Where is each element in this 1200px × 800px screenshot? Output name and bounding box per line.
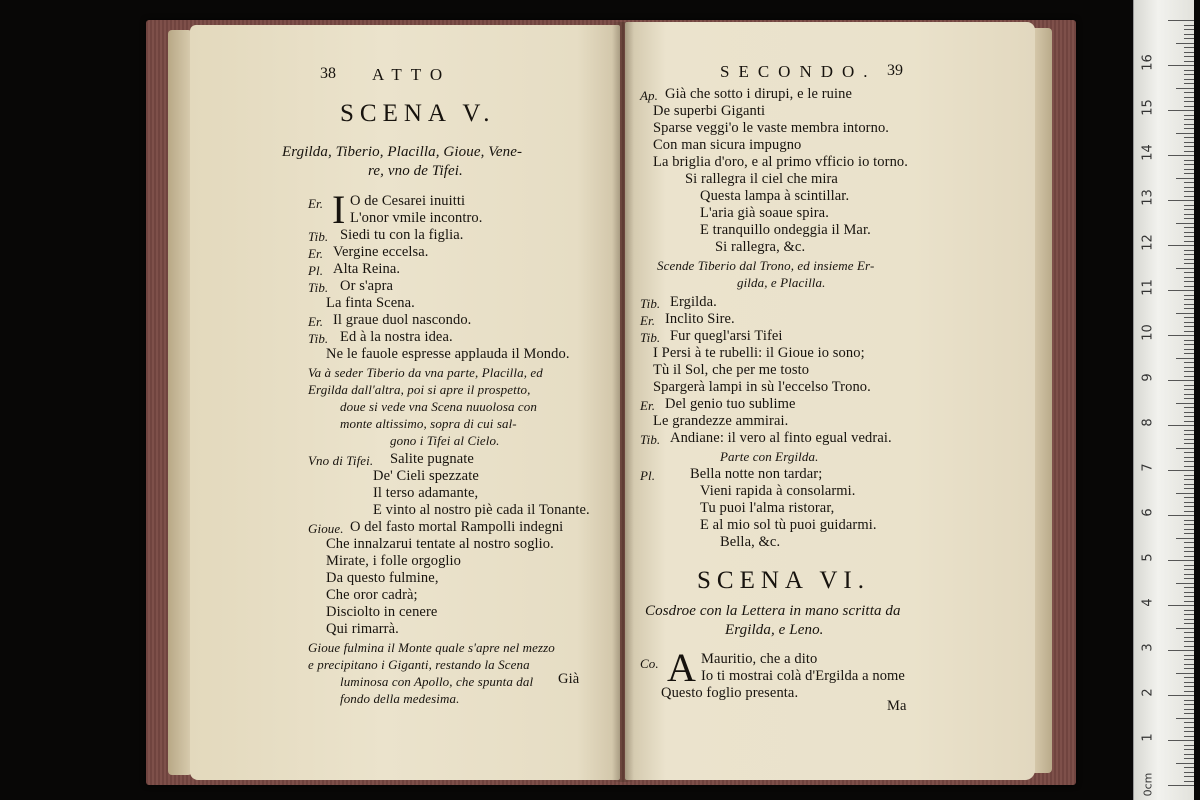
ruler-tick xyxy=(1184,430,1194,431)
speaker-label: Pl. xyxy=(640,468,656,483)
ruler-tick xyxy=(1184,254,1194,255)
stage-direction-line: fondo della medesima. xyxy=(340,691,460,706)
ruler-tick xyxy=(1184,592,1194,593)
verse-line: Si rallegra il ciel che mira xyxy=(685,171,838,187)
ruler-tick xyxy=(1184,502,1194,503)
ruler-tick xyxy=(1184,349,1194,350)
ruler-tick xyxy=(1184,272,1194,273)
ruler-tick xyxy=(1184,389,1194,390)
ruler-tick xyxy=(1184,232,1194,233)
stage-direction-line: Va à seder Tiberio da vna parte, Placilla, ed xyxy=(308,365,543,380)
ruler-tick xyxy=(1176,223,1194,224)
ruler-tick xyxy=(1184,164,1194,165)
ruler-label: 16 xyxy=(1140,54,1156,71)
verse-line: Il graue duol nascondo. xyxy=(333,312,472,328)
ruler-tick xyxy=(1184,227,1194,228)
verse-line: Ne le fauole espresse applauda il Mondo. xyxy=(326,346,570,362)
ruler-tick xyxy=(1184,52,1194,53)
verse-line: Questa lampa à scintillar. xyxy=(700,188,850,204)
verse-line: Il terso adamante, xyxy=(373,485,479,501)
ruler-tick xyxy=(1184,61,1194,62)
verse-line: Disciolto in cenere xyxy=(326,604,438,620)
ruler-tick xyxy=(1184,542,1194,543)
ruler-label: 12 xyxy=(1140,234,1156,251)
ruler-tick xyxy=(1184,434,1194,435)
ruler-tick xyxy=(1184,142,1194,143)
ruler-tick xyxy=(1184,151,1194,152)
ruler-label: 4 xyxy=(1140,598,1156,607)
speaker-label: Er. xyxy=(308,246,324,261)
ruler-tick xyxy=(1176,718,1194,719)
ruler-tick xyxy=(1184,461,1194,462)
ruler-tick xyxy=(1184,236,1194,237)
ruler-tick xyxy=(1184,317,1194,318)
ruler-label: 9 xyxy=(1140,373,1156,382)
stage-direction-line: monte altissimo, sopra di cui sal- xyxy=(340,416,517,431)
ruler-tick xyxy=(1176,763,1194,764)
ruler-label: 13 xyxy=(1140,189,1156,206)
ruler-tick xyxy=(1184,74,1194,75)
verse-line: Qui rimarrà. xyxy=(326,621,399,637)
verse-line: Salite pugnate xyxy=(390,451,474,467)
verse-line: L'aria già soaue spira. xyxy=(700,205,829,221)
ruler-tick xyxy=(1184,34,1194,35)
ruler-tick xyxy=(1168,335,1194,336)
ruler-tick xyxy=(1184,547,1194,548)
ruler-tick xyxy=(1176,88,1194,89)
ruler-tick xyxy=(1168,785,1194,786)
ruler-tick xyxy=(1168,200,1194,201)
verse-line: Bella, &c. xyxy=(720,534,781,550)
ruler-tick xyxy=(1168,65,1194,66)
drop-capital: A xyxy=(667,645,696,690)
ruler-tick xyxy=(1176,178,1194,179)
ruler-tick xyxy=(1168,155,1194,156)
verse-line: Fur quegl'arsi Tifei xyxy=(670,328,783,344)
verse-line: Tu puoi l'alma ristorar, xyxy=(700,500,835,516)
right-page xyxy=(625,22,1035,780)
stage-direction-line: Parte con Ergilda. xyxy=(720,449,819,464)
verse-line: Or s'apra xyxy=(340,278,394,294)
ruler-tick xyxy=(1184,754,1194,755)
speaker-label: Tib. xyxy=(308,280,329,295)
ruler-tick xyxy=(1184,214,1194,215)
ruler-tick xyxy=(1184,452,1194,453)
ruler-tick xyxy=(1184,691,1194,692)
ruler-label: 1 xyxy=(1140,733,1156,742)
ruler-tick xyxy=(1176,133,1194,134)
character-list-line: re, vno de Tifei. xyxy=(368,163,463,179)
verse-line: Mauritio, che a dito xyxy=(701,651,818,667)
ruler-tick xyxy=(1184,281,1194,282)
stage-direction-line: gono i Tifei al Cielo. xyxy=(390,433,500,448)
ruler-tick xyxy=(1176,538,1194,539)
ruler-label: 10 xyxy=(1140,324,1156,341)
ruler-tick xyxy=(1184,304,1194,305)
ruler-tick xyxy=(1184,709,1194,710)
verse-line: Che oror cadrà; xyxy=(326,587,418,603)
verse-line: E tranquillo ondeggia il Mar. xyxy=(700,222,871,238)
verse-line: Tù il Sol, che per me tosto xyxy=(653,362,810,378)
ruler-tick xyxy=(1184,529,1194,530)
ruler-tick xyxy=(1184,322,1194,323)
ruler-tick xyxy=(1184,56,1194,57)
ruler-tick xyxy=(1184,475,1194,476)
ruler-tick xyxy=(1184,484,1194,485)
ruler-tick xyxy=(1184,587,1194,588)
verse-line: La finta Scena. xyxy=(326,295,415,311)
stage-direction-line: e precipitano i Giganti, restando la Scena xyxy=(308,657,530,672)
ruler-tick xyxy=(1184,497,1194,498)
ruler-label: 11 xyxy=(1140,279,1156,296)
ruler-tick xyxy=(1184,776,1194,777)
ruler-tick xyxy=(1184,218,1194,219)
ruler-tick xyxy=(1184,295,1194,296)
ruler-tick xyxy=(1168,740,1194,741)
ruler-tick xyxy=(1184,191,1194,192)
ruler-tick xyxy=(1184,578,1194,579)
left-page xyxy=(190,25,620,780)
ruler-tick xyxy=(1184,326,1194,327)
speaker-label: Vno di Tifei. xyxy=(308,453,374,468)
speaker-label: Co. xyxy=(640,656,659,671)
ruler-tick xyxy=(1184,119,1194,120)
ruler-tick xyxy=(1184,479,1194,480)
speaker-label: Tib. xyxy=(308,331,329,346)
drop-capital: I xyxy=(332,187,346,232)
ruler-tick xyxy=(1184,610,1194,611)
ruler-tick xyxy=(1184,736,1194,737)
verse-line: Vergine eccelsa. xyxy=(333,244,429,260)
verse-line: De' Cieli spezzate xyxy=(373,468,479,484)
verse-line: Le grandezze ammirai. xyxy=(653,413,789,429)
verse-line: L'onor vmile incontro. xyxy=(350,210,483,226)
ruler-tick xyxy=(1184,115,1194,116)
verse-line: Del genio tuo sublime xyxy=(665,396,796,412)
verse-line: Vieni rapida à consolarmi. xyxy=(700,483,856,499)
ruler-tick xyxy=(1176,673,1194,674)
ruler-tick xyxy=(1184,641,1194,642)
ruler-tick xyxy=(1184,511,1194,512)
ruler-tick xyxy=(1176,448,1194,449)
ruler-tick xyxy=(1184,412,1194,413)
ruler-tick xyxy=(1168,290,1194,291)
verse-line: E al mio sol tù puoi guidarmi. xyxy=(700,517,877,533)
ruler-tick xyxy=(1184,277,1194,278)
ruler-tick xyxy=(1184,731,1194,732)
verse-line: Sparse veggi'o le vaste membra intorno. xyxy=(653,120,890,136)
ruler-tick xyxy=(1184,407,1194,408)
ruler-tick xyxy=(1176,358,1194,359)
verse-line: Con man sicura impugno xyxy=(653,137,802,153)
verse-line: Già che sotto i dirupi, e le ruine xyxy=(665,86,853,102)
verse-line: Si rallegra, &c. xyxy=(715,239,806,255)
verse-line: Andiane: il vero al finto egual vedrai. xyxy=(670,430,892,446)
ruler-tick xyxy=(1184,713,1194,714)
ruler-tick xyxy=(1168,470,1194,471)
verse-line: Bella notte non tardar; xyxy=(690,466,823,482)
ruler-tick xyxy=(1184,47,1194,48)
scene-title: SCENA V. xyxy=(340,100,496,127)
ruler-tick xyxy=(1184,124,1194,125)
catchword: Ma xyxy=(887,698,907,714)
ruler-tick xyxy=(1184,38,1194,39)
speaker-label: Tib. xyxy=(640,330,661,345)
verse-line: Inclito Sire. xyxy=(665,311,735,327)
ruler-label: 5 xyxy=(1140,553,1156,562)
ruler-tick xyxy=(1184,668,1194,669)
ruler-tick xyxy=(1184,97,1194,98)
ruler-tick xyxy=(1184,745,1194,746)
ruler-tick xyxy=(1184,160,1194,161)
ruler-tick xyxy=(1184,367,1194,368)
ruler-tick xyxy=(1184,722,1194,723)
ruler-tick xyxy=(1184,655,1194,656)
ruler-tick xyxy=(1184,659,1194,660)
ruler-label: 6 xyxy=(1140,508,1156,517)
ruler-tick xyxy=(1184,70,1194,71)
scene-title: SCENA VI. xyxy=(697,567,871,594)
measuring-ruler xyxy=(1133,0,1194,800)
ruler-label: 7 xyxy=(1140,463,1156,472)
verse-line: O del fasto mortal Rampolli indegni xyxy=(350,519,564,535)
ruler-tick xyxy=(1176,313,1194,314)
ruler-tick xyxy=(1184,376,1194,377)
ruler-tick xyxy=(1184,758,1194,759)
verse-line: Che innalzarui tentate al nostro soglio. xyxy=(326,536,554,552)
ruler-tick xyxy=(1184,263,1194,264)
ruler-tick xyxy=(1176,493,1194,494)
ruler-tick xyxy=(1184,106,1194,107)
ruler-tick xyxy=(1184,664,1194,665)
character-list-line: Cosdroe con la Lettera in mano scritta da xyxy=(645,603,901,619)
ruler-tick xyxy=(1184,767,1194,768)
ruler-tick xyxy=(1184,416,1194,417)
verse-line: De superbi Giganti xyxy=(653,103,766,119)
verse-line: Da questo fulmine, xyxy=(326,570,439,586)
ruler-tick xyxy=(1168,20,1194,21)
ruler-label: 8 xyxy=(1140,418,1156,427)
ruler-tick xyxy=(1168,380,1194,381)
ruler-tick xyxy=(1184,443,1194,444)
ruler-tick xyxy=(1184,619,1194,620)
ruler-tick xyxy=(1184,466,1194,467)
speaker-label: Tib. xyxy=(640,296,661,311)
stage-direction-line: gilda, e Placilla. xyxy=(737,275,826,290)
ruler-unit-label: 0cm xyxy=(1141,772,1155,797)
ruler-tick xyxy=(1184,241,1194,242)
ruler-tick xyxy=(1184,781,1194,782)
ruler-tick xyxy=(1184,173,1194,174)
ruler-tick xyxy=(1168,515,1194,516)
ruler-tick xyxy=(1184,506,1194,507)
speaker-label: Tib. xyxy=(308,229,329,244)
ruler-tick xyxy=(1168,560,1194,561)
page-number: 39 xyxy=(887,62,903,79)
ruler-tick xyxy=(1184,286,1194,287)
ruler-tick xyxy=(1184,259,1194,260)
ruler-label: 15 xyxy=(1140,99,1156,116)
ruler-tick xyxy=(1184,344,1194,345)
ruler-tick xyxy=(1184,520,1194,521)
ruler-tick xyxy=(1184,524,1194,525)
ruler-tick xyxy=(1184,250,1194,251)
ruler-tick xyxy=(1184,398,1194,399)
page-number: 38 xyxy=(320,65,336,82)
ruler-tick xyxy=(1184,457,1194,458)
ruler-tick xyxy=(1184,371,1194,372)
verse-line: Siedi tu con la figlia. xyxy=(340,227,464,243)
running-head: ATTO xyxy=(372,65,452,84)
ruler-tick xyxy=(1176,583,1194,584)
stage-direction-line: Scende Tiberio dal Trono, ed insieme Er- xyxy=(657,258,875,273)
speaker-label: Tib. xyxy=(640,432,661,447)
ruler-tick xyxy=(1184,700,1194,701)
ruler-tick xyxy=(1168,245,1194,246)
verse-line: E vinto al nostro piè cada il Tonante. xyxy=(373,502,590,518)
ruler-tick xyxy=(1168,695,1194,696)
ruler-tick xyxy=(1184,727,1194,728)
ruler-tick xyxy=(1184,686,1194,687)
ruler-tick xyxy=(1168,425,1194,426)
ruler-label: 14 xyxy=(1140,144,1156,161)
verse-line: Ergilda. xyxy=(670,294,717,310)
verse-line: O de Cesarei inuitti xyxy=(350,193,466,209)
verse-line: La briglia d'oro, e al primo vfficio io torno. xyxy=(653,154,908,170)
ruler-tick xyxy=(1184,137,1194,138)
ruler-tick xyxy=(1184,128,1194,129)
ruler-tick xyxy=(1184,187,1194,188)
left-page-edges xyxy=(168,30,192,775)
ruler-tick xyxy=(1184,596,1194,597)
running-head: SECONDO. xyxy=(720,62,877,81)
ruler-tick xyxy=(1184,205,1194,206)
speaker-label: Er. xyxy=(640,398,656,413)
character-list-line: Ergilda, e Leno. xyxy=(725,622,824,638)
verse-line: Io ti mostrai colà d'Ergilda a nome xyxy=(701,668,905,684)
ruler-tick xyxy=(1184,83,1194,84)
speaker-label: Er. xyxy=(308,196,324,211)
verse-line: I Persi à te rubelli: il Gioue io sono; xyxy=(653,345,865,361)
ruler-tick xyxy=(1176,43,1194,44)
ruler-tick xyxy=(1184,353,1194,354)
verse-line: Ed à la nostra idea. xyxy=(340,329,453,345)
verse-line: Alta Reina. xyxy=(333,261,401,277)
ruler-tick xyxy=(1184,551,1194,552)
speaker-label: Ap. xyxy=(640,88,658,103)
stage-direction-line: Ergilda dall'altra, poi si apre il prospetto, xyxy=(308,382,531,397)
ruler-tick xyxy=(1184,362,1194,363)
ruler-tick xyxy=(1184,331,1194,332)
ruler-tick xyxy=(1184,749,1194,750)
ruler-tick xyxy=(1184,299,1194,300)
ruler-tick xyxy=(1184,614,1194,615)
ruler-tick xyxy=(1184,182,1194,183)
ruler-tick xyxy=(1184,101,1194,102)
ruler-tick xyxy=(1168,110,1194,111)
ruler-tick xyxy=(1176,628,1194,629)
speaker-label: Gioue. xyxy=(308,521,344,536)
speaker-label: Pl. xyxy=(308,263,324,278)
ruler-tick xyxy=(1184,439,1194,440)
ruler-tick xyxy=(1184,632,1194,633)
ruler-tick xyxy=(1184,704,1194,705)
ruler-tick xyxy=(1184,637,1194,638)
ruler-tick xyxy=(1184,79,1194,80)
ruler-label: 3 xyxy=(1140,643,1156,652)
ruler-tick xyxy=(1184,682,1194,683)
ruler-label: 2 xyxy=(1140,688,1156,697)
ruler-tick xyxy=(1184,169,1194,170)
ruler-tick xyxy=(1184,646,1194,647)
ruler-tick xyxy=(1184,556,1194,557)
ruler-tick xyxy=(1184,533,1194,534)
ruler-tick xyxy=(1184,569,1194,570)
stage-direction-line: Gioue fulmina il Monte quale s'apre nel mezzo xyxy=(308,640,555,655)
ruler-tick xyxy=(1184,340,1194,341)
ruler-tick xyxy=(1176,403,1194,404)
verse-line: Mirate, i folle orgoglio xyxy=(326,553,462,569)
ruler-tick xyxy=(1184,209,1194,210)
speaker-label: Er. xyxy=(308,314,324,329)
ruler-tick xyxy=(1184,25,1194,26)
stage-direction-line: luminosa con Apollo, che spunta dal xyxy=(340,674,534,689)
verse-line: Questo foglio presenta. xyxy=(661,685,799,701)
ruler-tick xyxy=(1168,605,1194,606)
ruler-tick xyxy=(1184,623,1194,624)
ruler-tick xyxy=(1184,385,1194,386)
ruler-tick xyxy=(1184,565,1194,566)
ruler-tick xyxy=(1184,92,1194,93)
ruler-tick xyxy=(1176,268,1194,269)
book-gutter xyxy=(612,22,634,782)
ruler-tick xyxy=(1184,488,1194,489)
ruler-tick xyxy=(1184,29,1194,30)
ruler-tick xyxy=(1184,677,1194,678)
ruler-tick xyxy=(1184,601,1194,602)
ruler-tick xyxy=(1184,308,1194,309)
verse-line: Spargerà lampi in sù l'eccelso Trono. xyxy=(653,379,871,395)
ruler-tick xyxy=(1184,146,1194,147)
ruler-tick xyxy=(1184,574,1194,575)
speaker-label: Er. xyxy=(640,313,656,328)
ruler-tick xyxy=(1184,421,1194,422)
ruler-tick xyxy=(1184,196,1194,197)
ruler-tick xyxy=(1168,650,1194,651)
catchword: Già xyxy=(558,671,580,687)
ruler-tick xyxy=(1184,772,1194,773)
character-list-line: Ergilda, Tiberio, Placilla, Gioue, Vene- xyxy=(282,144,523,160)
stage-direction-line: doue si vede vna Scena nuuolosa con xyxy=(340,399,538,414)
ruler-tick xyxy=(1184,394,1194,395)
